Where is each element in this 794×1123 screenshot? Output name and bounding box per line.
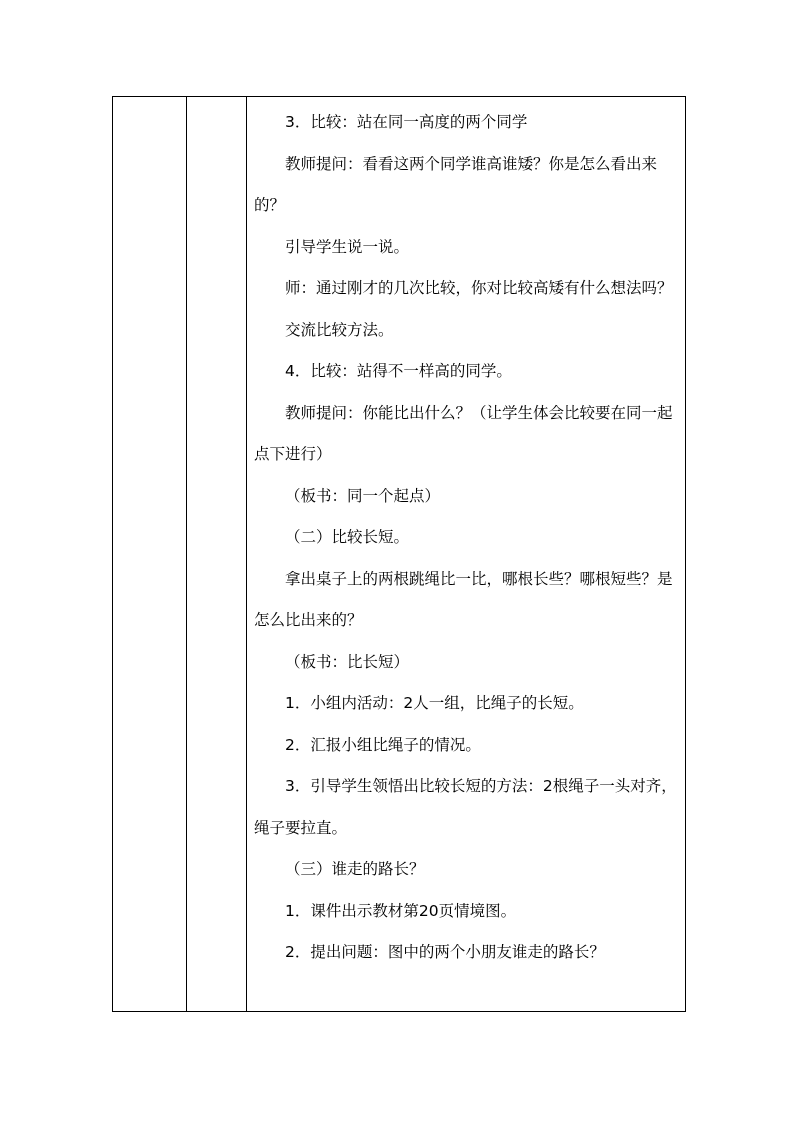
paragraph: （板书：比长短） [285, 652, 410, 671]
paragraph: 教师提问：看看这两个同学谁高谁矮？你是怎么看出来的？ [254, 154, 658, 214]
paragraph: 引导学生说一说。 [285, 237, 410, 256]
paragraph: 3．比较：站在同一高度的两个同学 [285, 113, 528, 131]
paragraph: 拿出桌子上的两根跳绳比一比，哪根长些？哪根短些？是怎么比出来的？ [254, 569, 673, 629]
section-heading: （二）比较长短。 [285, 528, 410, 546]
lesson-plan-table [112, 96, 686, 1012]
paragraph: 教师提问：你能比出什么？（让学生体会比较要在同一起点下进行） [254, 403, 673, 463]
teaching-process-text [247, 97, 685, 974]
table-cell-empty-2 [187, 97, 247, 1012]
paragraph: （板书：同一个起点） [285, 486, 441, 505]
table-row [113, 97, 686, 1012]
paragraph: 3．引导学生领悟出比较长短的方法：2根绳子一头对齐，绳子要拉直。 [254, 777, 677, 837]
paragraph: 1．小组内活动：2人一组，比绳子的长短。 [285, 694, 584, 712]
section-heading: （三）谁走的路长？ [285, 860, 425, 878]
paragraph: 师：通过刚才的几次比较，你对比较高矮有什么想法吗？ [285, 279, 673, 297]
paragraph: 2．汇报小组比绳子的情况。 [285, 735, 481, 754]
paragraph: 2．提出问题：图中的两个小朋友谁走的路长？ [285, 943, 605, 961]
paragraph: 交流比较方法。 [285, 320, 394, 339]
paragraph: 4．比较：站得不一样高的同学。 [285, 362, 512, 380]
table-cell-empty-1 [113, 97, 187, 1012]
table-cell-content [247, 97, 686, 1012]
paragraph: 1．课件出示教材第20页情境图。 [285, 901, 517, 920]
